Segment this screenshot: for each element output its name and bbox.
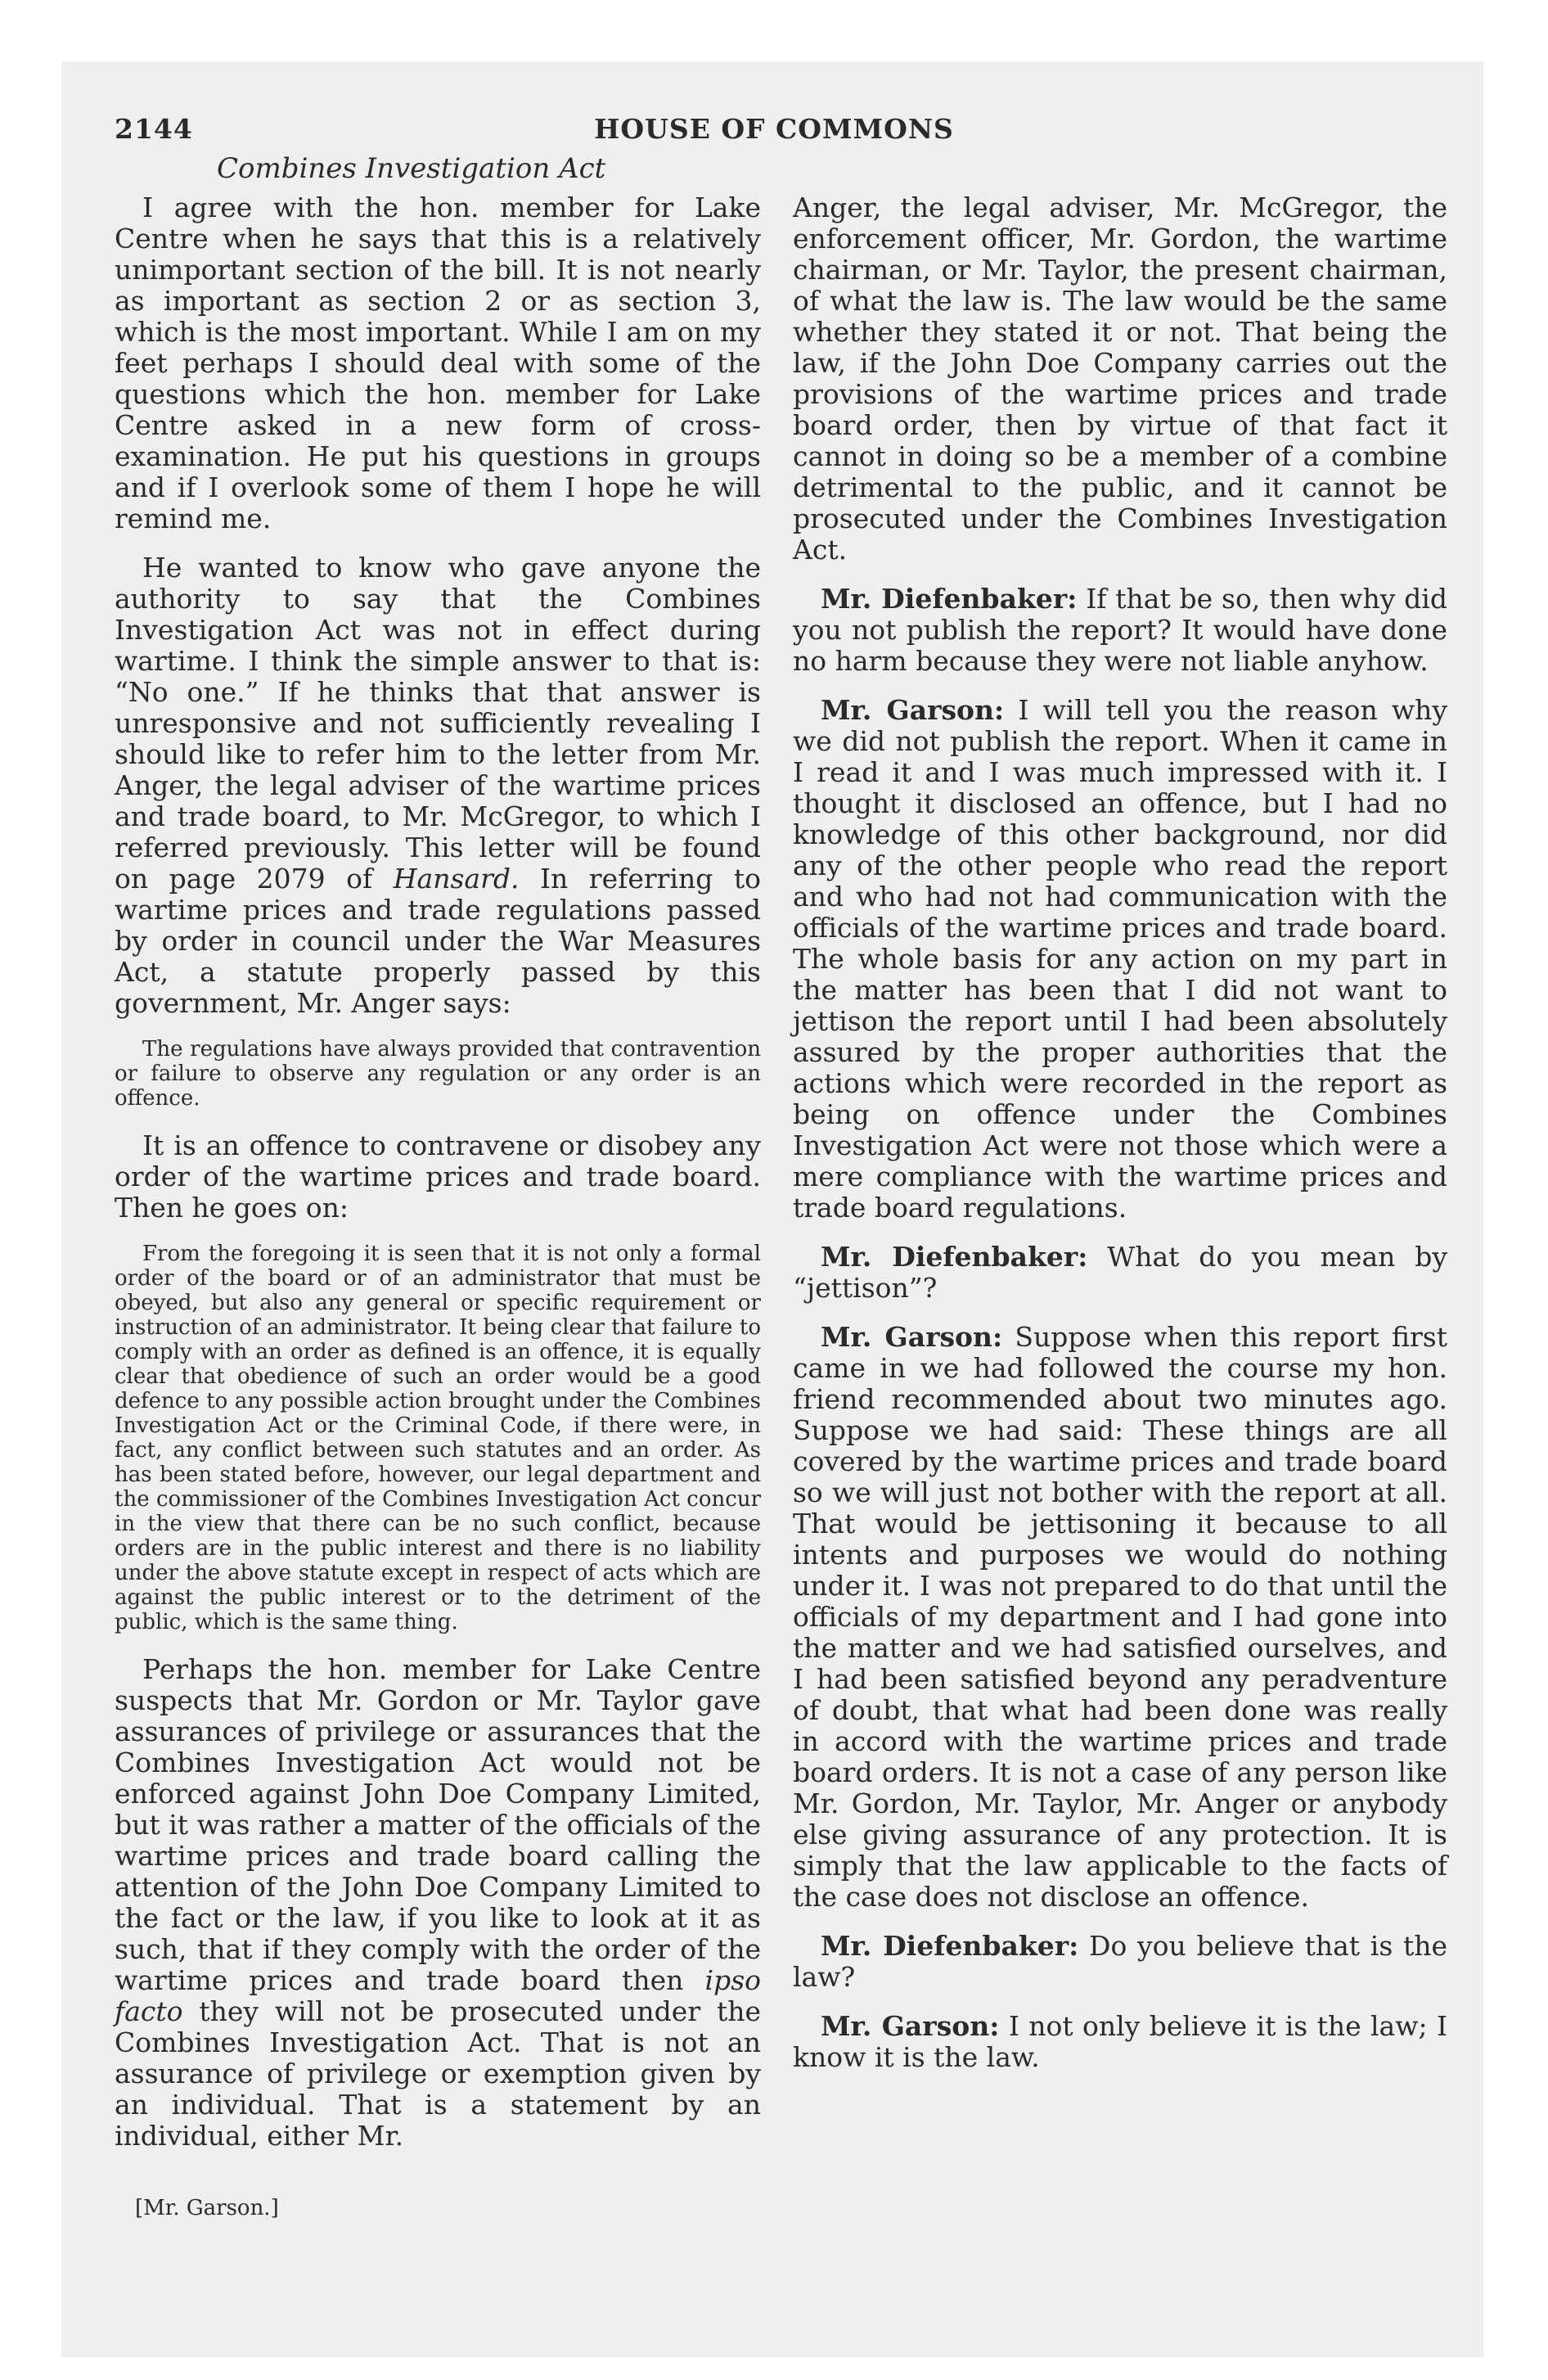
paragraph-text: Perhaps the hon. member for Lake Centre suspects that Mr. Gordon or Mr. Taylor gave assurances of privilege or assurances that the Combines Investigation Act would not be enforced against John Doe Company Limited, but it was rather a matter of the officials of the wartime prices and trade board calling the attention of the John Doe Company Limited to the fact or the law, if you like to look at it as such, that if they comply with the order of the wartime prices and trade board then: [115, 1653, 761, 1996]
speech: [793, 1931, 1447, 1993]
paragraph-text: they will not be prosecuted under the Combines Investigation Act. That is not an assurance of privilege or exemption given by an individual. That is a statement by an individual, either Mr.: [115, 1995, 761, 2152]
speech-text: Suppose when this report first came in we had followed the course my hon. friend recommended about two minutes ago. Suppose we had said: These things are all covered by the wartime prices and trade board so we will just not bother with the report at all. That would be jettisoning it because to all intents and purposes we would do nothing under it. I was not prepared to do that until the officials of my department and I had gone into the matter and we had satisfied ourselves, and I had been satisfied beyond any peradventure of doubt, that what had been done was really in accord with the wartime prices and trade board orders. It is not a case of any person like Mr. Gordon, Mr. Taylor, Mr. Anger or anybody else giving assurance of any protection. It is simply that the law applicable to the facts of the case does not disclose an offence.: [793, 1321, 1447, 1913]
section-subhead: Combines Investigation Act: [217, 152, 606, 185]
paragraph: [115, 552, 761, 1019]
left-column: [115, 192, 761, 2170]
speaker-name: Mr. Diefenbaker:: [821, 583, 1078, 615]
speech: [793, 695, 1447, 1224]
speech-text: I not only believe it is the law; I know it is the law.: [793, 2010, 1447, 2073]
italic-ipso-facto: ipso facto: [115, 1964, 761, 2027]
paragraph: It is an offence to contravene or disobey any order of the wartime prices and trade board. Then he goes on:: [115, 1129, 761, 1224]
speech-text: If that be so, then why did you not publish the report? It would have done no harm because they were not liable anyhow.: [793, 583, 1447, 677]
paragraph-text: He wanted to know who gave anyone the authority to say that the Combines Investigation Act was not in effect during wartime. I think the simple answer to that is: “No one.” If he thinks that that answer is unresponsive and not sufficiently revealing I should like to refer him to the letter from Mr. Anger, the legal adviser of the wartime prices and trade board, to Mr. McGregor, to which I referred previously. This letter will be found on page 2079 of: [115, 552, 761, 895]
speech-text: Do you believe that is the law?: [793, 1930, 1447, 1993]
speech-text: I will tell you the reason why we did not publish the report. When it came in I read it and I was much impressed with it. I thought it disclosed an offence, but I had no knowledge of this other background, nor did any of the other people who read the report and who had not had communication with the officials of the wartime prices and trade board. The whole basis for any action on my part in the matter has been that I did not want to jettison the report until I had been absolutely assured by the proper authorities that the actions which were recorded in the report as being on offence under the Combines Investigation Act were not those which were a mere compliance with the wartime prices and trade board regulations.: [793, 694, 1448, 1224]
italic-hansard: Hansard.: [393, 863, 520, 895]
speech: [793, 2011, 1447, 2073]
block-quote: The regulations have always provided that contravention or failure to observe any regulation or any order is an offence.: [115, 1037, 761, 1111]
paragraph: I agree with the hon. member for Lake Centre when he says that this is a relatively unimportant section of the bill. It is not nearly as important as section 2 or as section 3, which is the most important. While I am on my feet perhaps I should deal with some of the questions which the hon. member for Lake Centre asked in a new form of cross-examination. He put his questions in groups and if I overlook some of them I hope he will remind me.: [115, 192, 761, 534]
paragraph: [115, 1654, 761, 2152]
running-head: HOUSE OF COMMONS: [594, 113, 954, 145]
speaker-name: Mr. Garson:: [821, 2010, 1000, 2042]
speech-text: What do you mean by “jettison”?: [793, 1241, 1447, 1304]
right-column: [793, 192, 1447, 2091]
speech: [793, 1322, 1447, 1913]
speaker-name: Mr. Garson:: [821, 1321, 1003, 1353]
speech: [793, 584, 1447, 677]
page-number: 2144: [115, 113, 193, 145]
speaker-name: Mr. Garson:: [821, 694, 1005, 726]
block-quote: From the foregoing it is seen that it is not only a formal order of the board or of an administrator that must be obeyed, but also any general or specific requirement or instruction of an administrator. It being clear that failure to comply with an order as defined is an offence, it is equally clear that obedience of such an order would be a good defence to any possible action brought under the Combines Investigation Act or the Criminal Code, if there were, in fact, any conflict between such statutes and an order. As has been stated before, however, our legal department and the commissioner of the Combines Investigation Act concur in the view that there can be no such conflict, because orders are in the public interest and there is no liability under the above statute except in respect of acts which are against the public interest or to the detriment of the public, which is the same thing.: [115, 1242, 761, 1634]
speaker-attribution: [Mr. Garson.]: [135, 2196, 279, 2220]
speaker-name: Mr. Diefenbaker:: [821, 1241, 1088, 1273]
paragraph: Anger, the legal adviser, Mr. McGregor, the enforcement officer, Mr. Gordon, the wartime chairman, or Mr. Taylor, the present chairman, of what the law is. The law would be the same whether they stated it or not. That being the law, if the John Doe Company carries out the provisions of the wartime prices and trade board order, then by virtue of that fact it cannot in doing so be a member of a combine detrimental to the public, and it cannot be prosecuted under the Combines Investigation Act.: [793, 192, 1447, 566]
paragraph-text: In referring to wartime prices and trade regulations passed by order in council under the War Measures Act, a statute properly passed by this government, Mr. Anger says:: [115, 863, 761, 1019]
speech: [793, 1242, 1447, 1304]
speaker-name: Mr. Diefenbaker:: [821, 1930, 1079, 1962]
